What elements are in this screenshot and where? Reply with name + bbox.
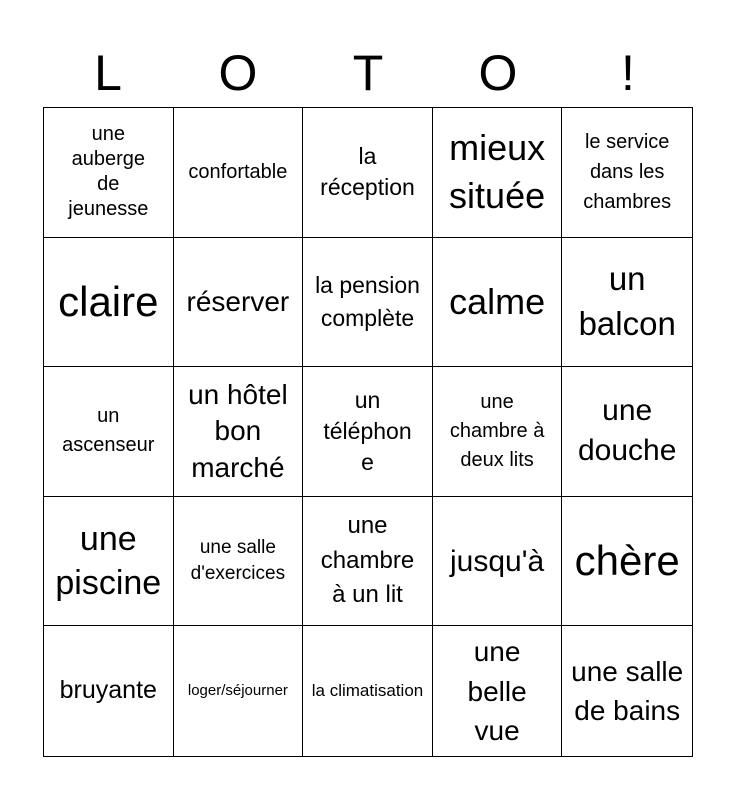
bingo-cell-r4c4[interactable] <box>433 497 563 627</box>
cell-text: claire <box>58 277 159 325</box>
bingo-cell-r3c3[interactable] <box>303 367 433 497</box>
bingo-board <box>43 107 693 757</box>
bingo-cell-r3c5[interactable] <box>562 367 692 497</box>
bingo-cell-r2c4[interactable] <box>433 238 563 368</box>
title-letter-o: O <box>218 45 258 101</box>
bingo-cell-r2c3[interactable] <box>303 238 433 368</box>
bingo-cell-r1c3[interactable] <box>303 108 433 238</box>
cell-text: mieux située <box>449 126 546 217</box>
bingo-cell-r5c4[interactable] <box>433 626 563 756</box>
bingo-cell-r4c5[interactable] <box>562 497 692 627</box>
bingo-cell-r5c3[interactable] <box>303 626 433 756</box>
bingo-cell-r4c2[interactable] <box>174 497 304 627</box>
cell-text: la pension complète <box>315 271 420 331</box>
cell-text: la réception <box>320 143 415 201</box>
cell-text: un hôtel bon marché <box>188 378 288 483</box>
cell-text: une belle vue <box>467 636 527 746</box>
title-letter-o-2: O <box>478 45 518 101</box>
cell-text: la climatisation <box>311 680 424 700</box>
cell-text: une auberge de jeunesse <box>68 123 149 221</box>
title-letter-l: L <box>94 45 122 101</box>
bingo-cell-r1c5[interactable] <box>562 108 692 238</box>
cell-text: une chambre à deux lits <box>449 390 545 471</box>
title-letter-exclamation: ! <box>621 45 635 101</box>
title-letter-t: T <box>352 45 384 101</box>
cell-text: jusqu'à <box>450 544 545 578</box>
cell-text: une chambre à un lit <box>320 511 415 609</box>
bingo-cell-r3c4[interactable] <box>433 367 563 497</box>
cell-text: chère <box>574 536 680 584</box>
cell-text: un balcon <box>578 260 676 342</box>
bingo-cell-r2c5[interactable] <box>562 238 692 368</box>
bingo-cell-r4c1[interactable] <box>44 497 174 627</box>
cell-text: confortable <box>188 160 288 183</box>
bingo-cell-r5c2[interactable] <box>174 626 304 756</box>
cell-text: un téléphone <box>323 386 412 476</box>
bingo-cell-r4c3[interactable] <box>303 497 433 627</box>
cell-text: un ascenseur <box>62 405 155 457</box>
bingo-cell-r1c4[interactable] <box>433 108 563 238</box>
bingo-cell-r3c1[interactable] <box>44 367 174 497</box>
bingo-cell-r5c1[interactable] <box>44 626 174 756</box>
cell-text: réserver <box>186 285 290 317</box>
cell-text: une salle de bains <box>571 656 684 727</box>
cell-text: le service dans les chambres <box>583 131 672 214</box>
cell-text: bruyante <box>59 676 157 705</box>
cell-text: une piscine <box>55 519 162 603</box>
cell-text: une douche <box>577 393 677 468</box>
bingo-cell-r2c2[interactable] <box>174 238 304 368</box>
bingo-cell-r1c2[interactable] <box>174 108 304 238</box>
bingo-cell-r1c1[interactable] <box>44 108 174 238</box>
cell-text: calme <box>449 280 546 322</box>
bingo-cell-r2c1[interactable] <box>44 238 174 368</box>
bingo-cell-r5c5[interactable] <box>562 626 692 756</box>
cell-text: loger/séjourner <box>187 682 288 700</box>
bingo-title <box>43 42 693 104</box>
bingo-cell-r3c2[interactable] <box>174 367 304 497</box>
cell-text: une salle d'exercices <box>190 536 286 585</box>
